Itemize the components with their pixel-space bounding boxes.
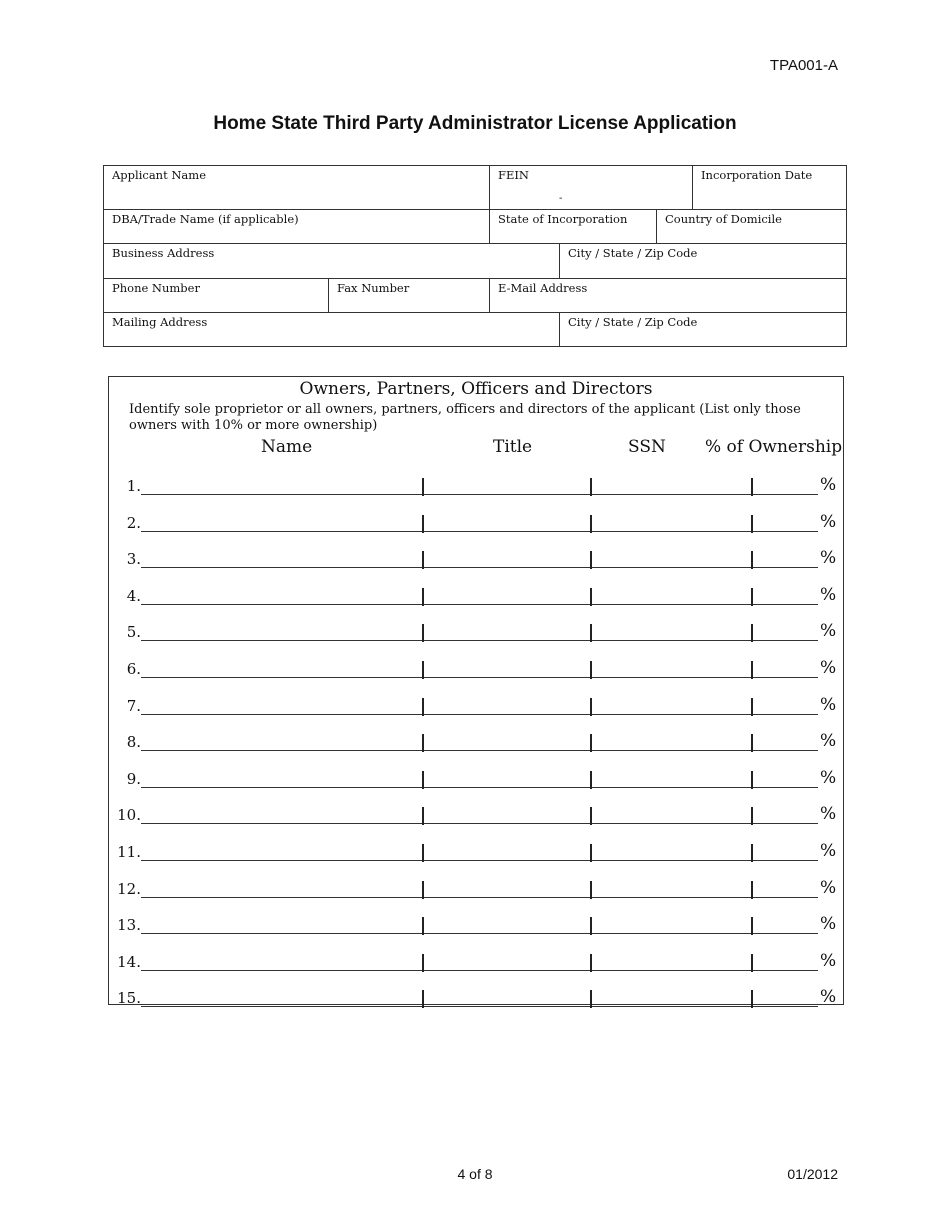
country-of-domicile-field[interactable]: [656, 209, 847, 244]
owner-row: [109, 983, 845, 1007]
owner-title-input[interactable]: [423, 823, 591, 824]
owner-ownership-input[interactable]: [752, 897, 818, 898]
owner-row: [109, 691, 845, 715]
owner-name-input[interactable]: [141, 1006, 423, 1007]
owner-ownership-input[interactable]: [752, 970, 818, 971]
owner-ssn-input[interactable]: [591, 823, 752, 824]
column-divider: [422, 881, 424, 899]
owner-row: [109, 544, 845, 568]
owner-row: [109, 837, 845, 861]
owner-row-number: 2.: [126, 513, 141, 532]
country-of-domicile-label: Country of Domicile: [665, 212, 782, 226]
column-divider: [590, 734, 592, 752]
applicant-name-label: Applicant Name: [112, 168, 206, 182]
incorporation-date-label: Incorporation Date: [701, 168, 813, 182]
column-divider: [590, 917, 592, 935]
percent-sign: %: [820, 731, 837, 752]
owner-title-input[interactable]: [423, 567, 591, 568]
owner-row: [109, 910, 845, 934]
percent-sign: %: [820, 658, 837, 678]
column-divider: [751, 734, 753, 752]
owner-ssn-input[interactable]: [591, 677, 752, 678]
percent-sign: %: [820, 548, 837, 569]
owner-row: [109, 874, 845, 898]
column-divider: [590, 624, 592, 642]
owner-name-input[interactable]: [141, 823, 423, 824]
owner-name-input[interactable]: [141, 531, 423, 532]
column-divider: [751, 771, 753, 789]
column-divider: [590, 551, 592, 569]
page-title: Home State Third Party Administrator License Application: [213, 113, 737, 134]
percent-sign: %: [820, 914, 837, 935]
column-divider: [422, 661, 424, 679]
percent-sign: %: [820, 511, 837, 532]
column-header-title: Title: [493, 437, 533, 457]
owner-ownership-input[interactable]: [752, 933, 818, 934]
owner-name-input[interactable]: [141, 933, 423, 934]
column-divider: [590, 698, 592, 716]
percent-sign: %: [820, 694, 837, 715]
owner-name-input[interactable]: [141, 897, 423, 898]
column-divider: [590, 515, 592, 533]
owner-title-input[interactable]: [423, 531, 591, 532]
percent-sign: %: [820, 841, 837, 861]
owner-ownership-input[interactable]: [752, 860, 818, 861]
column-divider: [422, 954, 424, 972]
column-header-ssn: SSN: [628, 437, 666, 457]
column-divider: [422, 588, 424, 606]
owner-row: [109, 508, 845, 532]
page-number: 4 of 8: [457, 1166, 493, 1182]
column-divider: [751, 807, 753, 825]
business-address-field[interactable]: [103, 243, 560, 279]
mailing-address-field[interactable]: [103, 312, 560, 347]
owner-title-input[interactable]: [423, 494, 591, 495]
owner-row: [109, 617, 845, 641]
owner-ssn-input[interactable]: [591, 714, 752, 715]
email-address-field[interactable]: [489, 278, 847, 313]
percent-sign: %: [820, 804, 837, 825]
owner-row: [109, 654, 845, 678]
owner-ssn-input[interactable]: [591, 567, 752, 568]
owner-ssn-input[interactable]: [591, 1006, 752, 1007]
owner-ssn-input[interactable]: [591, 494, 752, 495]
column-divider: [422, 917, 424, 935]
owner-ownership-input[interactable]: [752, 1006, 818, 1007]
owner-title-input[interactable]: [423, 640, 591, 641]
column-divider: [751, 588, 753, 606]
owner-row: [109, 800, 845, 824]
owner-title-input[interactable]: [423, 970, 591, 971]
owner-row-number: 13.: [117, 916, 141, 935]
owner-name-input[interactable]: [141, 640, 423, 641]
owner-row-number: 8.: [126, 733, 141, 752]
owner-row-number: 4.: [126, 586, 141, 605]
dba-trade-name-label: DBA/Trade Name (if applicable): [112, 212, 299, 226]
column-divider: [590, 771, 592, 789]
business-city-state-zip-label: City / State / Zip Code: [568, 246, 698, 260]
owner-name-input[interactable]: [141, 750, 423, 751]
column-divider: [590, 588, 592, 606]
business-city-state-zip-field[interactable]: [559, 243, 847, 279]
owner-row-number: 11.: [117, 843, 141, 861]
column-divider: [751, 990, 753, 1008]
owner-ssn-input[interactable]: [591, 933, 752, 934]
owner-row-number: 10.: [117, 806, 141, 825]
owner-row: [109, 947, 845, 971]
owner-ownership-input[interactable]: [752, 714, 818, 715]
owner-ssn-input[interactable]: [591, 970, 752, 971]
owner-row: [109, 471, 845, 495]
fein-separator: -: [559, 193, 563, 204]
dba-trade-name-field[interactable]: [103, 209, 490, 244]
owner-ownership-input[interactable]: [752, 787, 818, 788]
state-of-incorporation-field[interactable]: [489, 209, 657, 244]
owner-ownership-input[interactable]: [752, 567, 818, 568]
owner-title-input[interactable]: [423, 714, 591, 715]
owner-ownership-input[interactable]: [752, 823, 818, 824]
owner-name-input[interactable]: [141, 567, 423, 568]
owner-ssn-input[interactable]: [591, 750, 752, 751]
owner-row-number: 5.: [126, 623, 141, 642]
incorporation-date-field[interactable]: [692, 165, 847, 210]
column-divider: [422, 844, 424, 862]
owner-ssn-input[interactable]: [591, 604, 752, 605]
column-divider: [751, 478, 753, 496]
percent-sign: %: [820, 584, 837, 605]
percent-sign: %: [820, 987, 837, 1008]
owner-row-number: 15.: [117, 989, 141, 1008]
state-of-incorporation-label: State of Incorporation: [498, 212, 628, 226]
owner-ownership-input[interactable]: [752, 640, 818, 641]
column-divider: [751, 661, 753, 679]
owner-title-input[interactable]: [423, 604, 591, 605]
owner-row: [109, 764, 845, 788]
owner-name-input[interactable]: [141, 494, 423, 495]
percent-sign: %: [820, 475, 837, 495]
owner-title-input[interactable]: [423, 677, 591, 678]
column-divider: [751, 624, 753, 642]
owner-row-number: 14.: [117, 952, 141, 971]
column-divider: [422, 515, 424, 533]
column-header-name: Name: [261, 437, 313, 457]
column-divider: [590, 954, 592, 972]
column-divider: [751, 698, 753, 716]
owners-title: Owners, Partners, Officers and Directors: [299, 379, 653, 399]
column-divider: [751, 551, 753, 569]
owner-title-input[interactable]: [423, 1006, 591, 1007]
percent-sign: %: [820, 621, 837, 642]
mailing-city-state-zip-field[interactable]: [559, 312, 847, 347]
column-divider: [422, 807, 424, 825]
owner-title-input[interactable]: [423, 897, 591, 898]
owners-instructions: Identify sole proprietor or all owners, partners, officers and directors of the applicant (List only those owners with 10% or more ownership): [129, 402, 801, 433]
owner-ssn-input[interactable]: [591, 640, 752, 641]
percent-sign: %: [820, 950, 837, 971]
column-divider: [751, 917, 753, 935]
owner-ownership-input[interactable]: [752, 750, 818, 751]
owner-ownership-input[interactable]: [752, 677, 818, 678]
owner-ownership-input[interactable]: [752, 531, 818, 532]
fein-field[interactable]: [489, 165, 693, 210]
owner-name-input[interactable]: [141, 604, 423, 605]
owner-name-input[interactable]: [141, 787, 423, 788]
owner-ssn-input[interactable]: [591, 787, 752, 788]
owner-row-number: 3.: [126, 550, 141, 569]
column-divider: [422, 734, 424, 752]
business-address-label: Business Address: [112, 246, 215, 260]
column-divider: [422, 771, 424, 789]
owners-section: [108, 376, 844, 1008]
owner-title-input[interactable]: [423, 750, 591, 751]
owner-row: [109, 581, 845, 605]
column-divider: [422, 551, 424, 569]
owner-ownership-input[interactable]: [752, 604, 818, 605]
owner-ownership-input[interactable]: [752, 494, 818, 495]
owner-title-input[interactable]: [423, 860, 591, 861]
owner-row-number: 6.: [126, 660, 141, 678]
column-divider: [422, 478, 424, 496]
column-divider: [590, 844, 592, 862]
owner-row-number: 12.: [117, 879, 141, 898]
column-divider: [422, 698, 424, 716]
column-divider: [590, 990, 592, 1008]
column-divider: [590, 807, 592, 825]
phone-number-field[interactable]: [103, 278, 329, 313]
owner-name-input[interactable]: [141, 677, 423, 678]
owner-name-input[interactable]: [141, 860, 423, 861]
owner-ssn-input[interactable]: [591, 860, 752, 861]
column-divider: [751, 515, 753, 533]
owner-row-number: 9.: [126, 769, 141, 788]
revision-date: 01/2012: [787, 1166, 838, 1182]
phone-number-label: Phone Number: [112, 281, 200, 295]
percent-sign: %: [820, 767, 837, 788]
fax-number-label: Fax Number: [337, 281, 410, 295]
owner-ssn-input[interactable]: [591, 531, 752, 532]
owner-name-input[interactable]: [141, 714, 423, 715]
column-divider: [751, 881, 753, 899]
owner-name-input[interactable]: [141, 970, 423, 971]
form-id: TPA001-A: [769, 57, 838, 74]
column-divider: [590, 478, 592, 496]
email-address-label: E-Mail Address: [498, 281, 588, 295]
owner-title-input[interactable]: [423, 787, 591, 788]
owner-row: [109, 727, 845, 751]
mailing-city-state-zip-label: City / State / Zip Code: [568, 315, 698, 329]
column-header-ownership: % of Ownership: [705, 437, 843, 457]
owner-ssn-input[interactable]: [591, 897, 752, 898]
owner-row-number: 1.: [126, 477, 141, 495]
percent-sign: %: [820, 877, 837, 898]
column-divider: [422, 990, 424, 1008]
applicant-name-field[interactable]: [103, 165, 490, 210]
fax-number-field[interactable]: [328, 278, 490, 313]
column-divider: [590, 661, 592, 679]
mailing-address-label: Mailing Address: [112, 315, 208, 329]
column-divider: [751, 954, 753, 972]
column-divider: [422, 624, 424, 642]
fein-label: FEIN: [498, 168, 529, 182]
column-divider: [751, 844, 753, 862]
column-divider: [590, 881, 592, 899]
owner-row-number: 7.: [126, 696, 141, 715]
owner-title-input[interactable]: [423, 933, 591, 934]
